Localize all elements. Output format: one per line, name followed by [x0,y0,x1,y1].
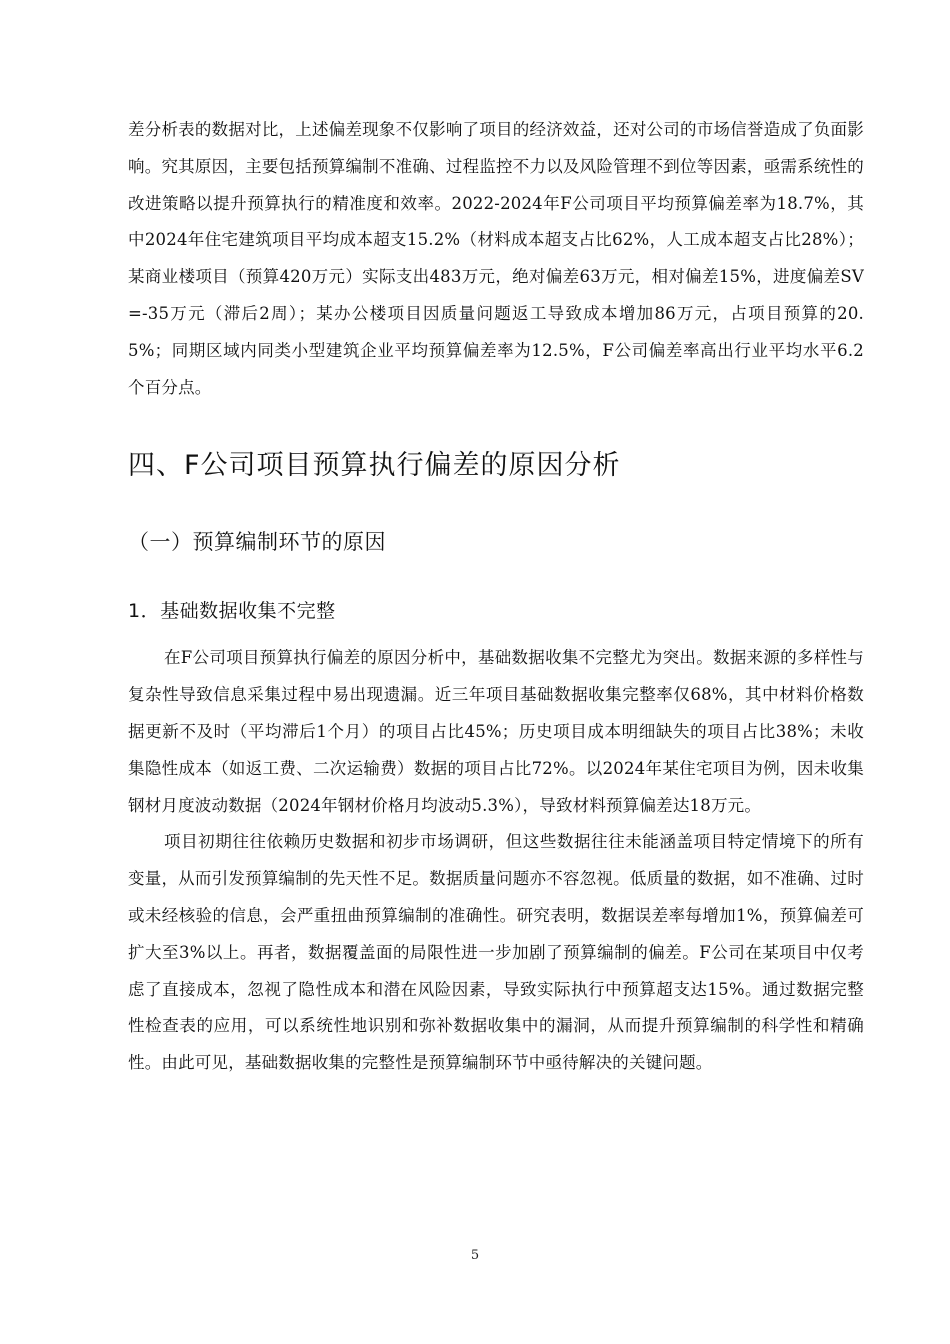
body-paragraph: 在F公司项目预算执行偏差的原因分析中，基础数据收集不完整尤为突出。数据来源的多样性与复杂性导致信息采集过程中易出现遗漏。近三年项目基础数据收集完整率仅68%，其中材料价格数据更新不及时（平均滞后1个月）的项目占比45%；历史项目成本明细缺失的项目占比38%；未收集隐性成本（如返工费、二次运输费）数据的项目占比72%。以2024年某住宅项目为例，因未收集钢材月度波动数据（2024年钢材价格月均波动5.3%），导致材料预算偏差达18万元。 [128,648,864,815]
subsection-heading: （一）预算编制环节的原因 [128,530,386,555]
page-number: 5 [470,1248,480,1263]
body-paragraph: 项目初期往往依赖历史数据和初步市场调研，但这些数据往往未能涵盖项目特定情境下的所有变量，从而引发预算编制的先天性不足。数据质量问题亦不容忽视。低质量的数据，如不准确、过时或未经核验的信息，会严重扭曲预算编制的准确性。研究表明，数据误差率每增加1%，预算偏差可扩大至3%以上。再者，数据覆盖面的局限性进一步加剧了预算编制的偏差。F公司在某项目中仅考虑了直接成本，忽视了隐性成本和潜在风险因素，导致实际执行中预算超支达15%。通过数据完整性检查表的应用，可以系统性地识别和弥补数据收集中的漏洞，从而提升预算编制的科学性和精确性。由此可见，基础数据收集的完整性是预算编制环节中亟待解决的关键问题。 [128,832,864,1073]
section-heading: 四、F公司项目预算执行偏差的原因分析 [128,450,621,482]
intro-paragraph: 差分析表的数据对比，上述偏差现象不仅影响了项目的经济效益，还对公司的市场信誉造成了负面影响。究其原因，主要包括预算编制不准确、过程监控不力以及风险管理不到位等因素，亟需系统性的改进策略以提升预算执行的精准度和效率。2022-2024年F公司项目平均预算偏差率为18.7%，其中2024年住宅建筑项目平均成本超支15.2%（材料成本超支占比62%，人工成本超支占比28%）；某商业楼项目（预算420万元）实际支出483万元，绝对偏差63万元，相对偏差15%，进度偏差SV=-35万元（滞后2周）；某办公楼项目因质量问题返工导致成本增加86万元，占项目预算的20.5%；同期区域内同类小型建筑企业平均预算偏差率为12.5%，F公司偏差率高出行业平均水平6.2个百分点。 [128,120,864,397]
page-content [128,112,864,1082]
item-heading: 1．基础数据收集不完整 [128,600,336,623]
